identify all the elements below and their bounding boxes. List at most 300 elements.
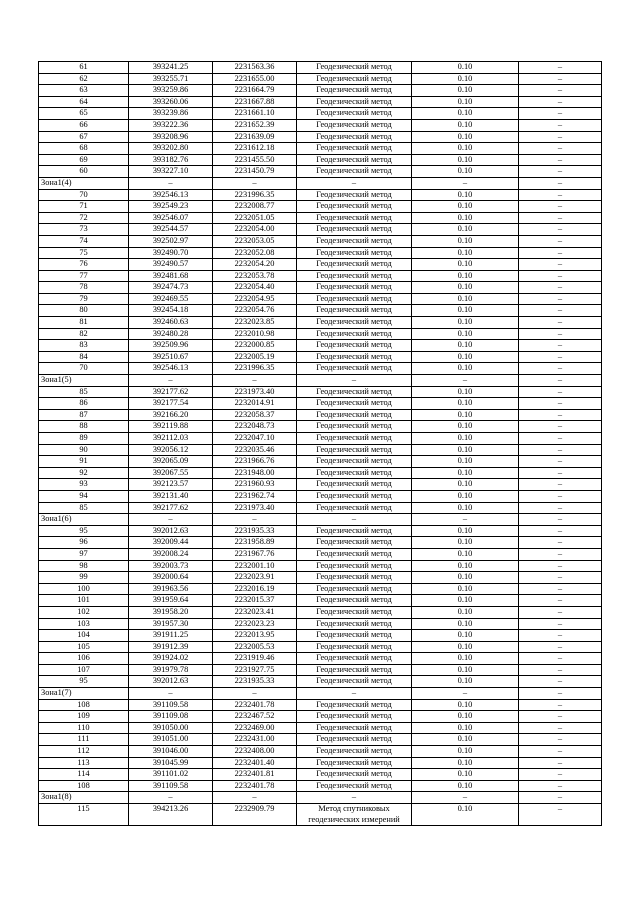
x-coordinate-cell: 392131.40 [129,490,213,502]
accuracy-cell: – [412,792,519,804]
accuracy-cell: 0.10 [412,317,519,329]
y-coordinate-cell: 2232023.91 [213,572,297,584]
y-coordinate-cell: 2232054.76 [213,305,297,317]
note-cell: – [519,583,602,595]
method-cell: Геодезический метод [297,119,412,131]
table-row [39,282,602,294]
x-coordinate-cell: 392549.23 [129,201,213,213]
note-cell: – [519,525,602,537]
point-number-cell: 95 [39,676,129,688]
point-number-cell: 115 [39,804,129,826]
note-cell: – [519,154,602,166]
accuracy-cell: 0.10 [412,711,519,723]
note-cell: – [519,317,602,329]
point-number-cell: Зона1(6) [39,514,129,526]
table-row [39,653,602,665]
point-number-cell: 84 [39,351,129,363]
accuracy-cell: 0.10 [412,212,519,224]
y-coordinate-cell: 2232469.00 [213,722,297,734]
point-number-cell: 104 [39,630,129,642]
table-row [39,572,602,584]
accuracy-cell: 0.10 [412,363,519,375]
note-cell: – [519,201,602,213]
method-cell: Геодезический метод [297,433,412,445]
accuracy-cell: 0.10 [412,699,519,711]
point-number-cell: 99 [39,572,129,584]
note-cell: – [519,189,602,201]
accuracy-cell: 0.10 [412,537,519,549]
note-cell: – [519,119,602,131]
y-coordinate-cell: 2231661.10 [213,108,297,120]
note-cell: – [519,386,602,398]
table-row [39,85,602,97]
table-row [39,606,602,618]
note-cell: – [519,259,602,271]
y-coordinate-cell: 2231958.89 [213,537,297,549]
y-coordinate-cell: – [213,514,297,526]
x-coordinate-cell: 392469.55 [129,293,213,305]
method-cell: Геодезический метод [297,560,412,572]
table-row [39,73,602,85]
x-coordinate-cell: 391959.64 [129,595,213,607]
note-cell: – [519,606,602,618]
accuracy-cell: 0.10 [412,525,519,537]
y-coordinate-cell: 2232054.20 [213,259,297,271]
method-cell: Геодезический метод [297,212,412,224]
method-cell: Геодезический метод [297,653,412,665]
table-row [39,630,602,642]
table-row [39,166,602,178]
x-coordinate-cell: – [129,514,213,526]
note-cell: – [519,235,602,247]
method-cell: Геодезический метод [297,85,412,97]
method-cell: Геодезический метод [297,490,412,502]
accuracy-cell: 0.10 [412,166,519,178]
method-cell: Метод спутниковых геодезических измерений [297,804,412,826]
accuracy-cell: 0.10 [412,583,519,595]
note-cell: – [519,514,602,526]
y-coordinate-cell: 2232048.73 [213,421,297,433]
x-coordinate-cell: 393255.71 [129,73,213,85]
point-number-cell: 80 [39,305,129,317]
note-cell: – [519,548,602,560]
note-cell: – [519,96,602,108]
note-cell: – [519,351,602,363]
method-cell: Геодезический метод [297,328,412,340]
table-row [39,560,602,572]
accuracy-cell: 0.10 [412,606,519,618]
accuracy-cell: 0.10 [412,247,519,259]
accuracy-cell: 0.10 [412,270,519,282]
method-cell: Геодезический метод [297,293,412,305]
note-cell: – [519,247,602,259]
point-number-cell: 78 [39,282,129,294]
accuracy-cell: 0.10 [412,224,519,236]
note-cell: – [519,653,602,665]
point-number-cell: 109 [39,711,129,723]
table-row [39,386,602,398]
method-cell: Геодезический метод [297,386,412,398]
method-cell: Геодезический метод [297,131,412,143]
point-number-cell: 105 [39,641,129,653]
y-coordinate-cell: 2231919.46 [213,653,297,665]
note-cell: – [519,421,602,433]
x-coordinate-cell: 391963.56 [129,583,213,595]
x-coordinate-cell: 392008.24 [129,548,213,560]
x-coordinate-cell: 393260.06 [129,96,213,108]
accuracy-cell: 0.10 [412,259,519,271]
y-coordinate-cell: 2232467.52 [213,711,297,723]
point-number-cell: 75 [39,247,129,259]
point-number-cell: 89 [39,433,129,445]
y-coordinate-cell: 2231655.00 [213,73,297,85]
table-row [39,444,602,456]
y-coordinate-cell: 2232001.10 [213,560,297,572]
y-coordinate-cell: 2231996.35 [213,363,297,375]
accuracy-cell: 0.10 [412,618,519,630]
accuracy-cell: 0.10 [412,804,519,826]
table-row [39,676,602,688]
method-cell: Геодезический метод [297,664,412,676]
x-coordinate-cell: 392454.18 [129,305,213,317]
note-cell: – [519,433,602,445]
method-cell: Геодезический метод [297,676,412,688]
point-number-cell: 101 [39,595,129,607]
method-cell: Геодезический метод [297,108,412,120]
accuracy-cell: 0.10 [412,490,519,502]
note-cell: – [519,467,602,479]
accuracy-cell: 0.10 [412,305,519,317]
point-number-cell: 113 [39,757,129,769]
y-coordinate-cell: 2232010.98 [213,328,297,340]
note-cell: – [519,62,602,74]
x-coordinate-cell: 392177.54 [129,398,213,410]
table-row [39,270,602,282]
point-number-cell: 94 [39,490,129,502]
y-coordinate-cell: 2231664.79 [213,85,297,97]
table-row [39,711,602,723]
y-coordinate-cell: 2232401.81 [213,769,297,781]
note-cell: – [519,699,602,711]
y-coordinate-cell: 2231639.09 [213,131,297,143]
note-cell: – [519,166,602,178]
point-number-cell: 100 [39,583,129,595]
point-number-cell: 103 [39,618,129,630]
accuracy-cell: 0.10 [412,108,519,120]
y-coordinate-cell: 2232013.95 [213,630,297,642]
y-coordinate-cell: 2231973.40 [213,502,297,514]
accuracy-cell: 0.10 [412,641,519,653]
point-number-cell: 69 [39,154,129,166]
method-cell: Геодезический метод [297,699,412,711]
accuracy-cell: 0.10 [412,502,519,514]
y-coordinate-cell: 2231450.79 [213,166,297,178]
x-coordinate-cell: 392502.97 [129,235,213,247]
point-number-cell: 108 [39,699,129,711]
point-number-cell: Зона1(5) [39,375,129,387]
note-cell: – [519,305,602,317]
method-cell: Геодезический метод [297,351,412,363]
x-coordinate-cell: 392177.62 [129,502,213,514]
point-number-cell: 73 [39,224,129,236]
y-coordinate-cell: – [213,177,297,189]
y-coordinate-cell: 2232408.00 [213,746,297,758]
note-cell: – [519,630,602,642]
point-number-cell: 65 [39,108,129,120]
table-row [39,235,602,247]
table-row [39,525,602,537]
accuracy-cell: 0.10 [412,433,519,445]
accuracy-cell: 0.10 [412,479,519,491]
y-coordinate-cell: 2232401.40 [213,757,297,769]
method-cell: Геодезический метод [297,746,412,758]
note-cell: – [519,804,602,826]
table-row [39,583,602,595]
x-coordinate-cell: 393259.86 [129,85,213,97]
point-number-cell: 106 [39,653,129,665]
x-coordinate-cell: 392012.63 [129,525,213,537]
accuracy-cell: 0.10 [412,548,519,560]
accuracy-cell: 0.10 [412,722,519,734]
note-cell: – [519,780,602,792]
table-row [39,212,602,224]
accuracy-cell: – [412,177,519,189]
x-coordinate-cell: 391911.25 [129,630,213,642]
point-number-cell: 97 [39,548,129,560]
accuracy-cell: 0.10 [412,386,519,398]
accuracy-cell: 0.10 [412,421,519,433]
y-coordinate-cell: 2232008.77 [213,201,297,213]
y-coordinate-cell: 2232053.05 [213,235,297,247]
point-number-cell: 79 [39,293,129,305]
method-cell: Геодезический метод [297,479,412,491]
note-cell: – [519,560,602,572]
y-coordinate-cell: 2232023.23 [213,618,297,630]
method-cell: Геодезический метод [297,780,412,792]
x-coordinate-cell: 392546.13 [129,363,213,375]
y-coordinate-cell: 2232053.78 [213,270,297,282]
x-coordinate-cell: 394213.26 [129,804,213,826]
accuracy-cell: 0.10 [412,409,519,421]
note-cell: – [519,688,602,700]
y-coordinate-cell: 2231973.40 [213,386,297,398]
point-number-cell: 96 [39,537,129,549]
x-coordinate-cell: 392003.73 [129,560,213,572]
note-cell: – [519,143,602,155]
point-number-cell: 72 [39,212,129,224]
point-number-cell: 91 [39,456,129,468]
method-cell: Геодезический метод [297,363,412,375]
point-number-cell: 71 [39,201,129,213]
y-coordinate-cell: 2231935.33 [213,676,297,688]
note-cell: – [519,340,602,352]
point-number-cell: 74 [39,235,129,247]
point-number-cell: 90 [39,444,129,456]
table-row [39,293,602,305]
accuracy-cell: – [412,375,519,387]
table-row [39,548,602,560]
method-cell: Геодезический метод [297,247,412,259]
x-coordinate-cell: 391912.39 [129,641,213,653]
accuracy-cell: 0.10 [412,664,519,676]
x-coordinate-cell: 392112.03 [129,433,213,445]
note-cell: – [519,537,602,549]
x-coordinate-cell: 392460.63 [129,317,213,329]
table-row [39,398,602,410]
x-coordinate-cell: 393239.86 [129,108,213,120]
table-row [39,502,602,514]
y-coordinate-cell: 2232054.00 [213,224,297,236]
x-coordinate-cell: – [129,688,213,700]
method-cell: Геодезический метод [297,722,412,734]
x-coordinate-cell: 391979.78 [129,664,213,676]
table-row [39,62,602,74]
method-cell: Геодезический метод [297,537,412,549]
accuracy-cell: – [412,514,519,526]
note-cell: – [519,444,602,456]
accuracy-cell: 0.10 [412,351,519,363]
note-cell: – [519,456,602,468]
x-coordinate-cell: 392056.12 [129,444,213,456]
method-cell: Геодезический метод [297,189,412,201]
table-row [39,421,602,433]
point-number-cell: 66 [39,119,129,131]
accuracy-cell: 0.10 [412,398,519,410]
accuracy-cell: 0.10 [412,456,519,468]
point-number-cell: 70 [39,189,129,201]
method-cell: Геодезический метод [297,606,412,618]
table-row [39,108,602,120]
note-cell: – [519,85,602,97]
y-coordinate-cell: 2231996.35 [213,189,297,201]
x-coordinate-cell: 391958.20 [129,606,213,618]
note-cell: – [519,746,602,758]
y-coordinate-cell: 2232005.19 [213,351,297,363]
x-coordinate-cell: 392474.73 [129,282,213,294]
x-coordinate-cell: 392490.57 [129,259,213,271]
accuracy-cell: 0.10 [412,85,519,97]
note-cell: – [519,792,602,804]
accuracy-cell: 0.10 [412,467,519,479]
table-row [39,340,602,352]
point-number-cell: 60 [39,166,129,178]
note-cell: – [519,479,602,491]
table-row [39,189,602,201]
x-coordinate-cell: 391045.99 [129,757,213,769]
accuracy-cell: 0.10 [412,734,519,746]
table-row [39,119,602,131]
point-number-cell: 114 [39,769,129,781]
method-cell: Геодезический метод [297,630,412,642]
zone-header-row [39,177,602,189]
y-coordinate-cell: – [213,375,297,387]
x-coordinate-cell: – [129,375,213,387]
table-row [39,595,602,607]
method-cell: Геодезический метод [297,340,412,352]
method-cell: Геодезический метод [297,201,412,213]
y-coordinate-cell: 2231948.00 [213,467,297,479]
note-cell: – [519,618,602,630]
y-coordinate-cell: 2231935.33 [213,525,297,537]
method-cell: Геодезический метод [297,641,412,653]
x-coordinate-cell: 392065.09 [129,456,213,468]
note-cell: – [519,375,602,387]
table-row [39,259,602,271]
point-number-cell: Зона1(8) [39,792,129,804]
method-cell: Геодезический метод [297,456,412,468]
accuracy-cell: 0.10 [412,757,519,769]
method-cell: – [297,177,412,189]
table-row [39,409,602,421]
y-coordinate-cell: 2232052.08 [213,247,297,259]
table-row [39,224,602,236]
accuracy-cell: 0.10 [412,293,519,305]
x-coordinate-cell: – [129,177,213,189]
point-number-cell: 70 [39,363,129,375]
point-number-cell: 93 [39,479,129,491]
note-cell: – [519,502,602,514]
table-row [39,699,602,711]
method-cell: Геодезический метод [297,734,412,746]
x-coordinate-cell: 391109.08 [129,711,213,723]
method-cell: Геодезический метод [297,224,412,236]
point-number-cell: 63 [39,85,129,97]
y-coordinate-cell: 2232054.40 [213,282,297,294]
zone-header-row [39,375,602,387]
method-cell: Геодезический метод [297,235,412,247]
note-cell: – [519,177,602,189]
note-cell: – [519,409,602,421]
accuracy-cell: 0.10 [412,780,519,792]
method-cell: Геодезический метод [297,96,412,108]
accuracy-cell: 0.10 [412,131,519,143]
accuracy-cell: 0.10 [412,154,519,166]
accuracy-cell: 0.10 [412,235,519,247]
y-coordinate-cell: 2231652.39 [213,119,297,131]
x-coordinate-cell: 392123.57 [129,479,213,491]
note-cell: – [519,734,602,746]
y-coordinate-cell: 2232058.37 [213,409,297,421]
x-coordinate-cell: 393208.96 [129,131,213,143]
accuracy-cell: 0.10 [412,328,519,340]
accuracy-cell: 0.10 [412,676,519,688]
table-row [39,456,602,468]
accuracy-cell: 0.10 [412,769,519,781]
method-cell: – [297,375,412,387]
x-coordinate-cell: 391957.30 [129,618,213,630]
x-coordinate-cell: 392544.57 [129,224,213,236]
point-number-cell: 83 [39,340,129,352]
x-coordinate-cell: 391051.00 [129,734,213,746]
method-cell: Геодезический метод [297,317,412,329]
method-cell: Геодезический метод [297,444,412,456]
table-row [39,201,602,213]
y-coordinate-cell: 2231612.18 [213,143,297,155]
table-row [39,131,602,143]
point-number-cell: Зона1(7) [39,688,129,700]
x-coordinate-cell: 392119.88 [129,421,213,433]
y-coordinate-cell: 2232016.19 [213,583,297,595]
accuracy-cell: 0.10 [412,96,519,108]
note-cell: – [519,293,602,305]
accuracy-cell: 0.10 [412,201,519,213]
method-cell: Геодезический метод [297,282,412,294]
table-row [39,143,602,155]
y-coordinate-cell: 2232401.78 [213,780,297,792]
x-coordinate-cell: 393227.10 [129,166,213,178]
x-coordinate-cell: 391109.58 [129,780,213,792]
y-coordinate-cell: 2231966.76 [213,456,297,468]
